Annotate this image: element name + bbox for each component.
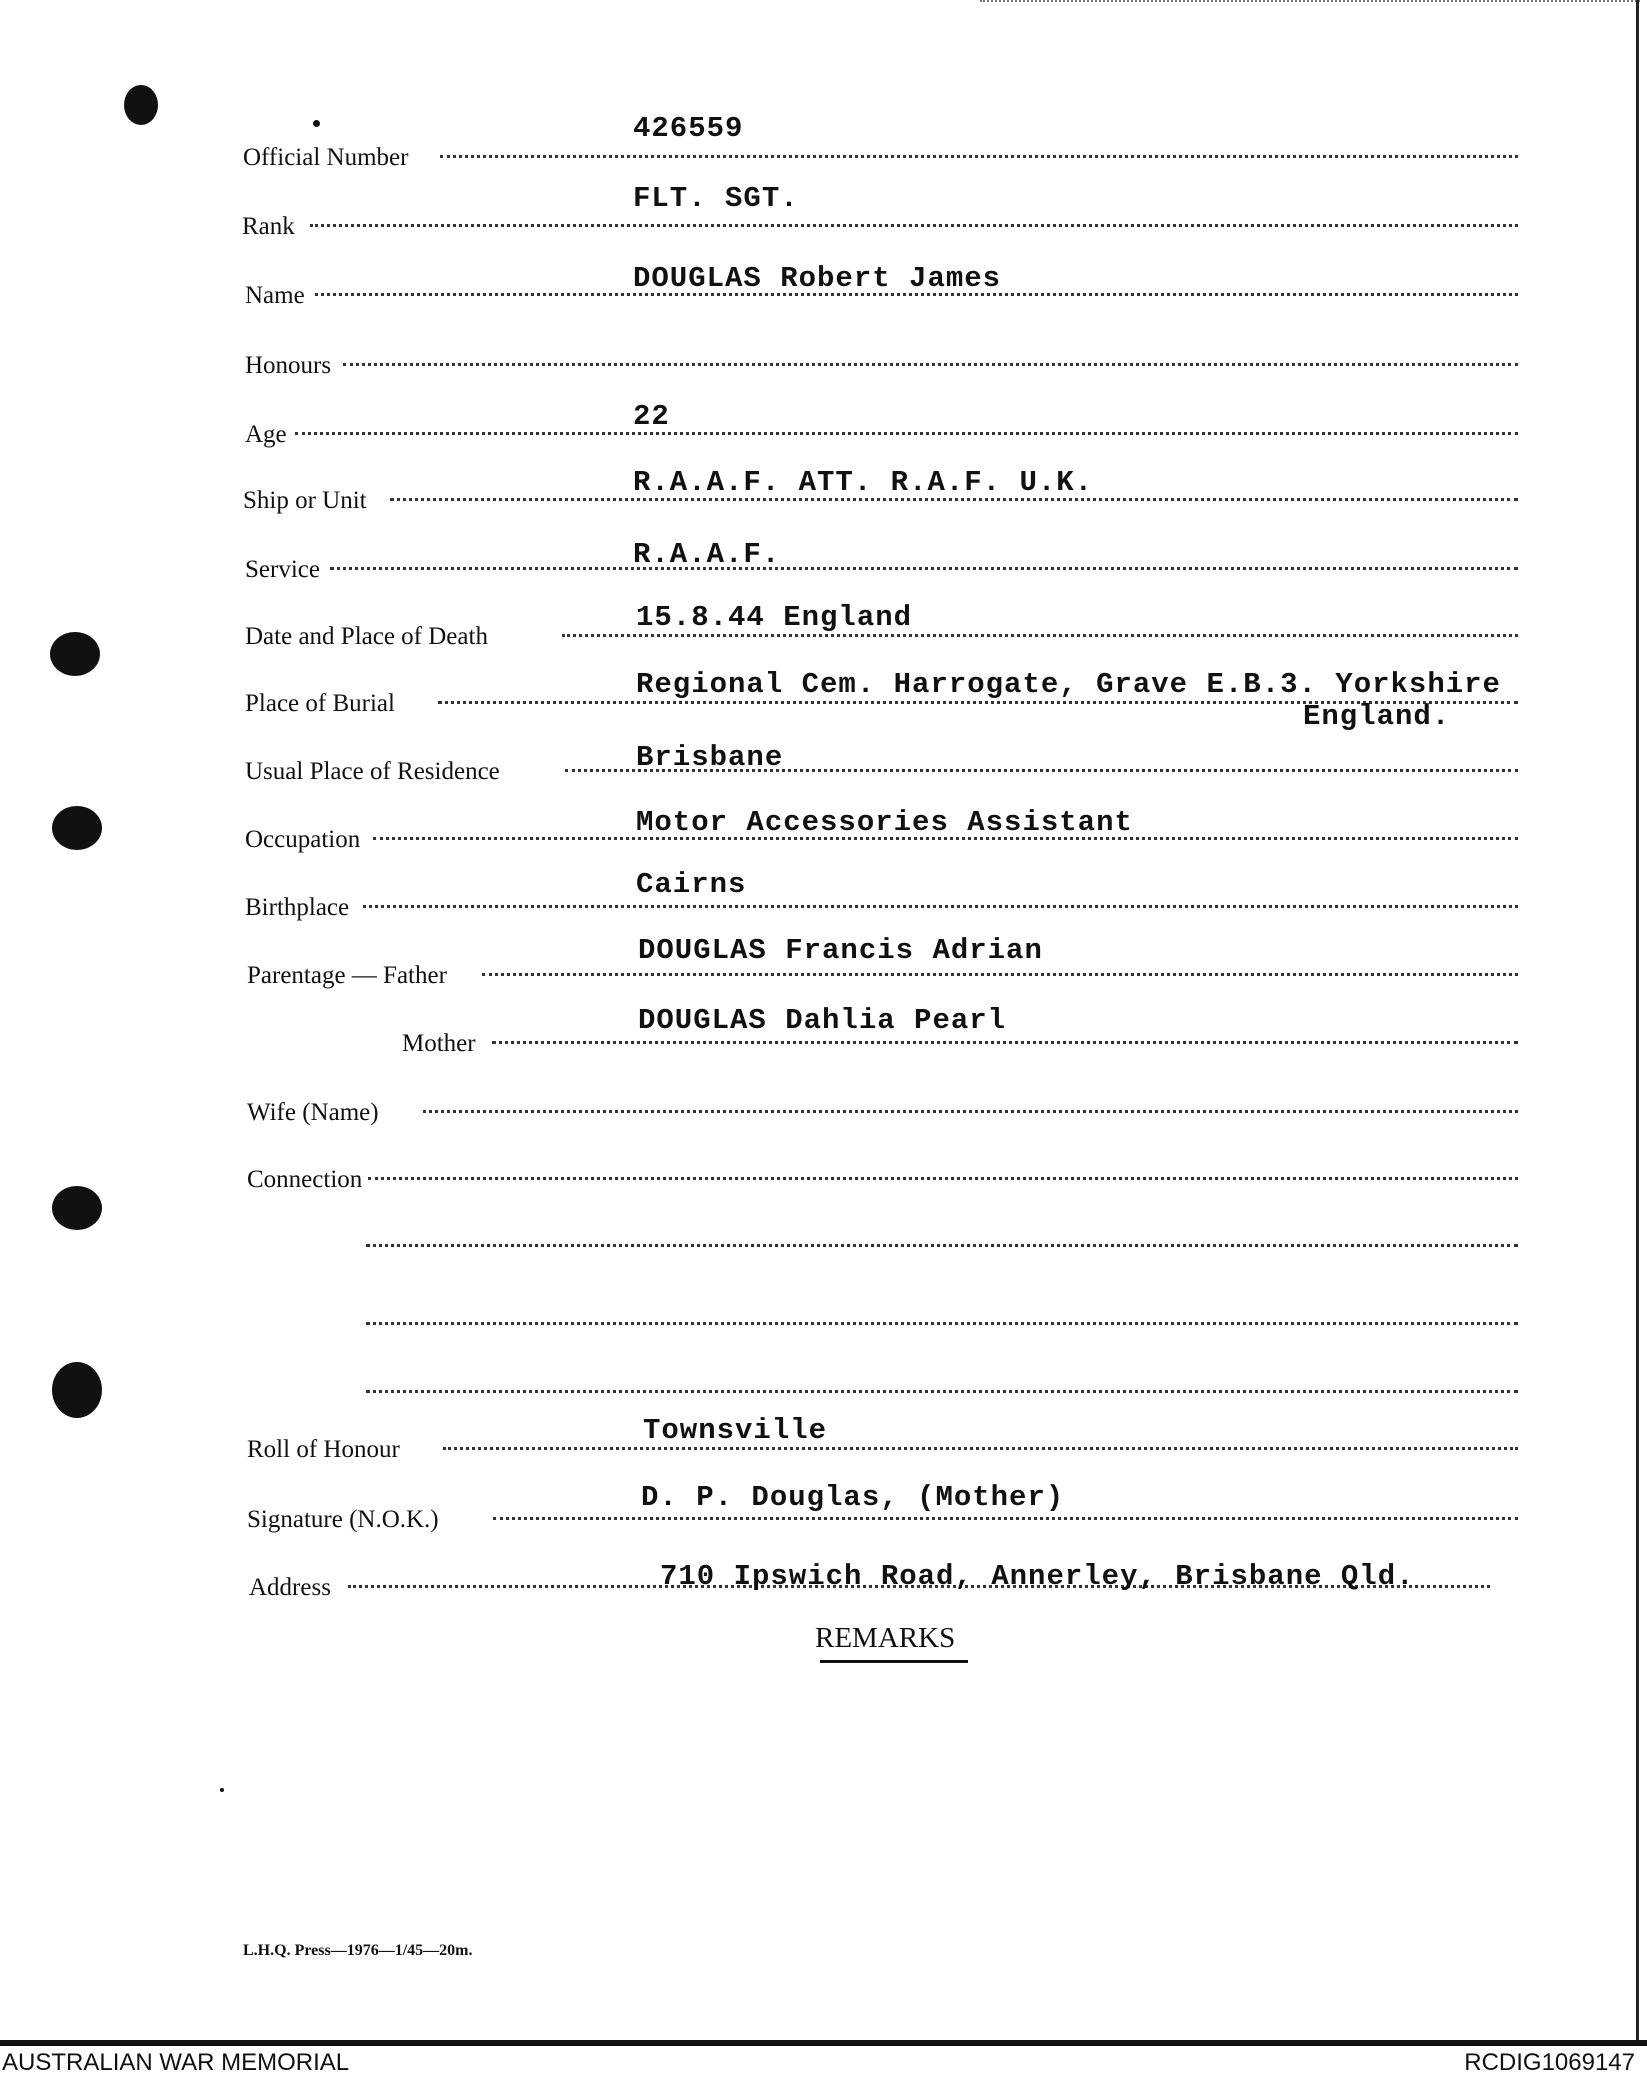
field-value-occupation: Motor Accessories Assistant bbox=[636, 806, 1133, 839]
field-value-official-number: 426559 bbox=[633, 112, 744, 145]
field-label-connection: Connection bbox=[247, 1166, 363, 1193]
field-value-ship-or-unit: R.A.A.F. ATT. R.A.F. U.K. bbox=[633, 466, 1094, 499]
punch-hole bbox=[52, 1186, 102, 1230]
field-line bbox=[343, 363, 1518, 366]
punch-hole bbox=[52, 806, 102, 850]
field-line bbox=[295, 432, 1518, 435]
field-line bbox=[562, 634, 1518, 637]
field-value-mother: DOUGLAS Dahlia Pearl bbox=[638, 1004, 1007, 1037]
field-label-roll-of-honour: Roll of Honour bbox=[247, 1436, 400, 1463]
footer-source-label: AUSTRALIAN WAR MEMORIAL bbox=[2, 2049, 350, 2076]
field-label-father: Parentage — Father bbox=[247, 962, 447, 989]
remarks-underline bbox=[820, 1660, 968, 1663]
footer-record-id: RCDIG1069147 bbox=[1464, 2049, 1635, 2076]
field-label-occupation: Occupation bbox=[245, 826, 361, 853]
field-label-age: Age bbox=[245, 421, 287, 448]
field-label-wife: Wife (Name) bbox=[247, 1099, 379, 1126]
field-line bbox=[363, 905, 1518, 908]
field-line bbox=[423, 1110, 1518, 1113]
field-line bbox=[493, 1517, 1518, 1520]
field-line bbox=[443, 1447, 1518, 1450]
field-value-service: R.A.A.F. bbox=[633, 538, 781, 571]
connection-extra-line bbox=[366, 1322, 1518, 1325]
field-value-place-of-burial-line2: England. bbox=[1303, 700, 1451, 733]
field-label-birthplace: Birthplace bbox=[245, 894, 350, 921]
field-label-official-number: Official Number bbox=[243, 144, 409, 171]
connection-extra-line bbox=[366, 1244, 1518, 1247]
field-line bbox=[492, 1041, 1518, 1044]
top-edge bbox=[980, 0, 1640, 5]
field-line bbox=[440, 155, 1518, 158]
field-line bbox=[330, 567, 1518, 570]
field-line bbox=[482, 973, 1518, 976]
field-label-ship-or-unit: Ship or Unit bbox=[243, 487, 367, 514]
punch-hole bbox=[52, 1362, 102, 1418]
card-bottom-edge bbox=[0, 2040, 1647, 2046]
field-label-address: Address bbox=[249, 1574, 331, 1601]
field-label-rank: Rank bbox=[242, 213, 295, 240]
card-right-edge bbox=[1636, 0, 1639, 2040]
field-label-usual-place-of-residence: Usual Place of Residence bbox=[245, 758, 500, 785]
field-value-rank: FLT. SGT. bbox=[633, 182, 799, 215]
field-value-place-of-burial: Regional Cem. Harrogate, Grave E.B.3. Yorkshire bbox=[636, 668, 1501, 701]
field-value-name: DOUGLAS Robert James bbox=[633, 262, 1002, 295]
field-value-address: 710 Ipswich Road, Annerley, Brisbane Qld. bbox=[660, 1560, 1415, 1593]
punch-hole bbox=[124, 85, 158, 125]
field-label-date-place-of-death: Date and Place of Death bbox=[245, 623, 488, 650]
field-value-age: 22 bbox=[633, 400, 670, 433]
field-label-place-of-burial: Place of Burial bbox=[245, 690, 395, 717]
field-line bbox=[368, 1177, 1518, 1180]
remarks-heading: REMARKS bbox=[815, 1622, 956, 1654]
field-value-roll-of-honour: Townsville bbox=[643, 1414, 828, 1447]
field-label-mother: Mother bbox=[402, 1030, 476, 1057]
field-label-service: Service bbox=[245, 556, 320, 583]
field-value-birthplace: Cairns bbox=[636, 868, 747, 901]
field-value-father: DOUGLAS Francis Adrian bbox=[638, 934, 1043, 967]
field-line bbox=[310, 224, 1518, 227]
speck bbox=[220, 1788, 224, 1792]
field-value-date-place-of-death: 15.8.44 England bbox=[636, 601, 913, 634]
field-value-usual-place-of-residence: Brisbane bbox=[636, 741, 784, 774]
field-label-signature-nok: Signature (N.O.K.) bbox=[247, 1506, 439, 1533]
field-label-honours: Honours bbox=[245, 352, 332, 379]
field-value-signature-nok: D. P. Douglas, (Mother) bbox=[641, 1481, 1065, 1514]
field-label-name: Name bbox=[245, 282, 305, 309]
printer-imprint: L.H.Q. Press—1976—1/45—20m. bbox=[243, 1942, 473, 1959]
connection-extra-line bbox=[366, 1390, 1518, 1393]
speck bbox=[313, 120, 320, 127]
punch-hole bbox=[50, 632, 100, 676]
